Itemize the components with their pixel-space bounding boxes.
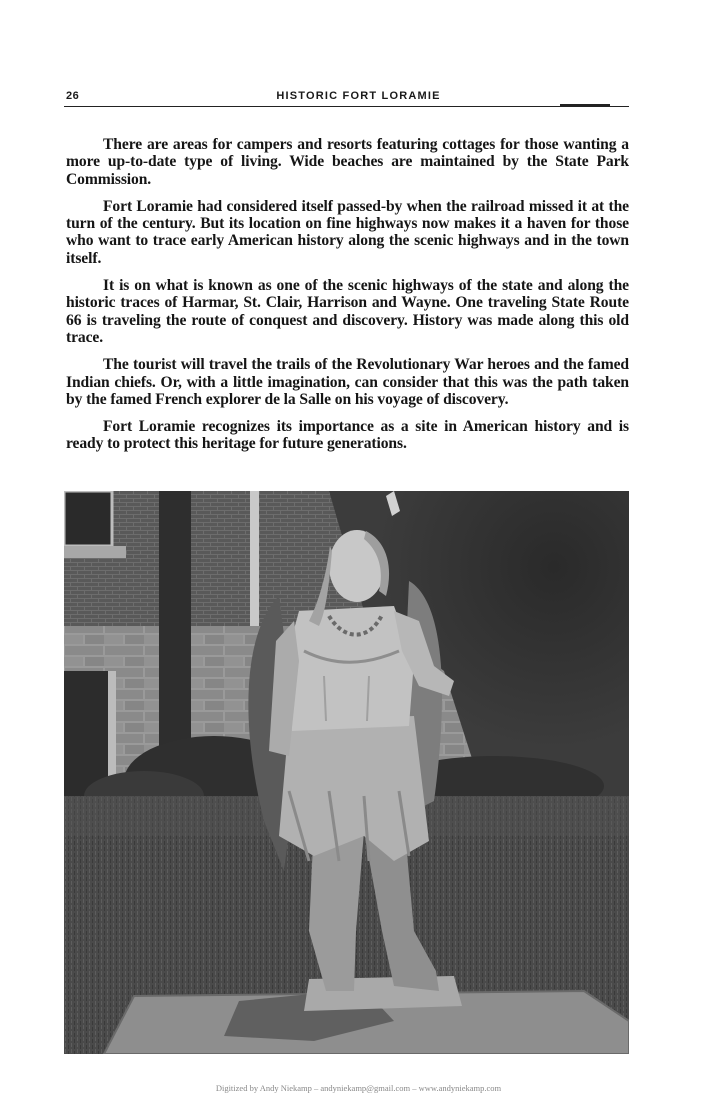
body-text: [66, 136, 629, 463]
running-header-title: HISTORIC FORT LORAMIE: [276, 90, 441, 102]
paragraph-campers: There are areas for campers and resorts featuring cottages for those wanting a more up-to-date type of living. Wide beaches are maintained by the State Park Commission.: [66, 136, 629, 188]
paragraph-railroad: Fort Loramie had considered itself passed-by when the railroad missed it at the turn of the century. But its location on fine highways now makes it a haven for those who want to trace early American history along the scenic highways and in the town itself.: [66, 197, 629, 267]
page-number: 26: [66, 90, 80, 102]
header-rule-accent: [560, 104, 610, 106]
paragraph-scenic-highways: It is on what is known as one of the scenic highways of the state and along the historic traces of Harmar, St. Clair, Harrison and Wayne. One traveling State Route 66 is traveling the route of conquest and discovery. History was made along this old trace.: [66, 277, 629, 346]
header-rule: [64, 106, 629, 107]
statue-photograph: [64, 491, 629, 1054]
paragraph-heritage: Fort Loramie recognizes its importance as a site in American history and is ready to protect this heritage for future generations.: [66, 418, 629, 453]
digitization-credit: Digitized by Andy Niekamp – andyniekamp@gmail.com – www.andyniekamp.com: [215, 1083, 502, 1093]
paragraph-tourist-trails: The tourist will travel the trails of the Revolutionary War heroes and the famed Indian chiefs. Or, with a little imagination, can consider that this was the path taken by the famed French explorer de la Salle on his voyage of discovery.: [66, 356, 629, 408]
